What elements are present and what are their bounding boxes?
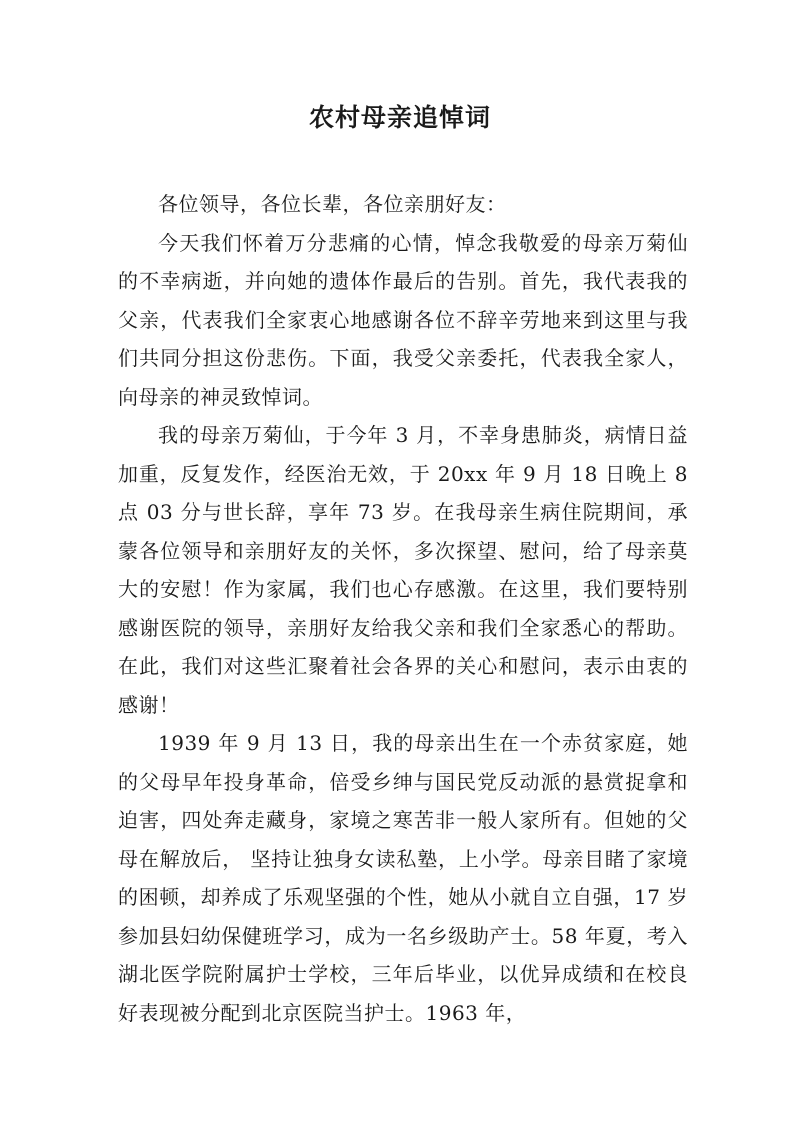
- paragraph-opening: 今天我们怀着万分悲痛的心情，悼念我敬爱的母亲万菊仙的不幸病逝，并向她的遗体作最后的告别。首先，我代表我的父亲，代表我们全家衷心地感谢各位不辞辛劳地来到这里与我们共同分担这份悲伤。下面，我受父亲委托，代表我全家人，向母亲的神灵致悼词。: [118, 230, 688, 409]
- paragraph-biography: 1939 年 9 月 13 日，我的母亲出生在一个赤贫家庭，她的父母早年投身革命，倍受乡绅与国民党反动派的悬赏捉拿和迫害，四处奔走藏身，家境之寒苦非一般人家所有。但她的父母在解放后， 坚持让独身女读私塾，上小学。母亲目睹了家境的困顿，却养成了乐观坚强的个性，她从小就自立自强，17 岁参加县妇幼保健班学习，成为一名乡级助产士。58 年夏，考入湖北医学院附属护士学校，三年后毕业，以优异成绩和在校良好表现被分配到北京医院当护士。1963 年，: [118, 731, 688, 1025]
- paragraph-illness: 我的母亲万菊仙，于今年 3 月，不幸身患肺炎，病情日益加重，反复发作，经医治无效，于 20xx 年 9 月 18 日晚上 8 点 03 分与世长辞，享年 73 岁。在我母亲生病住院期间，承蒙各位领导和亲朋好友的关怀，多次探望、慰问，给了母亲莫大的安慰！作为家属，我们也心存感激。在这里，我们要特别感谢医院的领导，亲朋好友给我父亲和我们全家悉心的帮助。在此，我们对这些汇聚着社会各界的关心和慰问，表示由衷的感谢！: [118, 423, 688, 717]
- document-title: 农村母亲追悼词: [308, 103, 491, 132]
- paragraph-greeting: 各位领导，各位长辈，各位亲朋好友：: [158, 192, 507, 216]
- document-body: [118, 185, 688, 1032]
